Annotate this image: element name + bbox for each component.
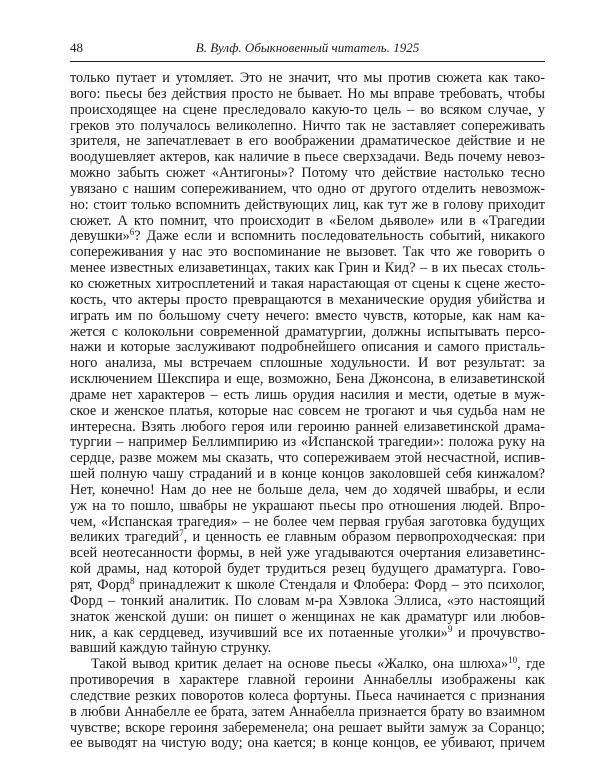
text-segment: ник, а как сердцевед, изучивший все их потаенные уголки»: [70, 624, 448, 641]
text-segment: воодушевляет актеров, как наличие в пьесе сверхзадачи. Ведь почему невоз-: [70, 149, 545, 166]
text-segment: происходящее на сцене преследовало какую-то цель – во всяком случае, у: [70, 101, 545, 118]
text-segment: зрителя, не запечатлевает в его воображении драматическое действие и не: [70, 133, 545, 150]
text-segment: кой драмы, над которой будет трудиться резец будущего драматурга. Гово-: [70, 561, 545, 578]
text-line: [70, 420, 545, 436]
text-segment: кость, что актеры просто превращаются в механические орудия убийства и: [70, 291, 545, 308]
text-segment: следствие резких поворотов колеса фортуны. Пьеса начинается с признания: [70, 687, 545, 704]
text-line: [70, 705, 545, 721]
text-segment: Форд – тонкий аналитик. По словам м-ра Хэвлока Эллиса, «это настоящий: [70, 592, 545, 609]
text-segment: можно забыть сюжет «Антигоны»? Потому что действие настолько тесно: [70, 165, 545, 182]
text-line: [70, 546, 545, 562]
text-line: [70, 483, 545, 499]
text-line: [70, 71, 545, 87]
text-line: [70, 404, 545, 420]
text-segment: увязано с нашим сопереживанием, что одно от другого отделить невозмож-: [70, 180, 545, 197]
text-segment: тургии – например Беллимпирию из «Испанской трагедии»: положа руку на: [70, 434, 545, 451]
text-segment: сердце, разве можем мы сказать, что сопереживаем этой несчастной, испив-: [70, 450, 545, 467]
text-line: [70, 277, 545, 293]
text-line: [70, 641, 545, 657]
text-line: [70, 736, 545, 752]
text-line: [70, 245, 545, 261]
text-line: [70, 530, 545, 546]
text-segment: ного анализа, мы встречаем сплошные ходульности. И вот результат: за: [70, 355, 545, 372]
text-segment: ее выводят на чистую воду; она кается; в конце концов, ее убивают, причем: [70, 735, 545, 752]
text-line: [70, 499, 545, 515]
text-segment: чувстве; вскоре героиня забеременела; она решает выйти замуж за Соранцо;: [70, 719, 545, 736]
footnote-ref: 7: [179, 528, 184, 539]
text-segment: Такой вывод критик делает на основе пьесы «Жалко, она шлюха»: [91, 656, 509, 673]
text-segment: нажи и которые заслуживают подробнейшего описания и самого присталь-: [70, 339, 545, 356]
text-line: [70, 150, 545, 166]
text-segment: принадлежит к школе Стендаля и Флобера: Форд – это психолог,: [134, 577, 545, 593]
text-segment: греков это получалось великолепно. Ничто так не заставляет сопереживать: [70, 117, 545, 134]
text-line: [70, 610, 545, 626]
text-line: [70, 340, 545, 356]
footnote-ref: 10: [508, 655, 518, 666]
text-line: [70, 673, 545, 689]
text-line: [70, 134, 545, 150]
text-segment: сопереживания у нас это воспоминание не вызовет. Так что же говорить о: [70, 244, 545, 261]
footnote-ref: 9: [447, 623, 453, 634]
text-line: [70, 198, 545, 214]
text-line: [70, 657, 545, 673]
text-segment: шей полную чашу страданий и в конце концов заколовшей себя кинжалом?: [70, 466, 545, 483]
footnote-ref: 8: [129, 576, 135, 586]
text-segment: только путает и утомляет. Это не значит, что мы против сюжета как тако-: [70, 70, 545, 86]
body-text: [70, 71, 545, 752]
text-segment: играть им по большому счету нечего: вместо чувств, которые, как нам ка-: [70, 307, 545, 324]
text-line: [70, 229, 545, 245]
text-line: [70, 435, 545, 451]
text-line: [70, 689, 545, 705]
text-segment: исключением Шекспира и еще, возможно, Бена Джонсона, в елизаветинской: [70, 371, 545, 388]
text-line: [70, 103, 545, 119]
text-line: [70, 721, 545, 737]
text-line: [70, 309, 545, 325]
text-segment: ко сюжетных хитросплетений и такая нарастающая от сцены к сцене жесто-: [70, 275, 545, 292]
text-line: [70, 325, 545, 341]
text-segment: жется с колокольни современной драматургии, должны испытывать персо-: [70, 323, 545, 340]
text-line: [70, 356, 545, 372]
text-segment: в любви Аннабелле ее брата, затем Аннабелла признается брату во взаимном: [70, 703, 545, 720]
text-segment: , где: [517, 656, 545, 673]
text-segment: великих трагедий: [70, 529, 180, 546]
text-line: [70, 388, 545, 404]
text-segment: девушки»: [70, 228, 130, 245]
text-segment: интересна. Взять любого героя или героиню ранней елизаветинской драма-: [70, 418, 545, 435]
text-segment: противоречия в характере главной героини Аннабеллы изображены как: [70, 672, 545, 689]
text-segment: но: стоит только вспомнить действующих лиц, как тут же в голову приходит: [70, 196, 545, 213]
text-segment: драме нет характеров – есть лишь орудия насилия и мести, одетые в муж-: [70, 386, 545, 403]
text-line: [70, 182, 545, 198]
text-line: [70, 623, 545, 642]
text-segment: ? Даже если и вспомнить последовательность событий, никакого: [134, 228, 545, 245]
text-segment: и прочувство-: [452, 624, 545, 641]
text-line: [70, 261, 545, 277]
header-rule: [70, 61, 545, 62]
footnote-ref: 6: [129, 227, 135, 238]
running-title: В. Вулф. Обыкновенный читатель. 1925: [195, 40, 420, 55]
page-number: 48: [70, 40, 83, 55]
text-segment: Нет, конечно! Нам до нее не больше дела, чем до ходячей швабры, и если: [70, 481, 545, 498]
text-segment: вого: пьесы без действия просто не бывает. Но мы вправе требовать, чтобы: [70, 85, 545, 102]
text-line: [70, 372, 545, 388]
text-line: [70, 293, 545, 309]
text-line: [70, 119, 545, 135]
text-line: [70, 166, 545, 182]
text-segment: вавший каждую тайную струнку.: [70, 640, 272, 657]
text-segment: уж на то пошло, швабры не украшают пьесы про отношения людей. Впро-: [70, 497, 545, 514]
text-segment: рят, Форд: [70, 577, 130, 593]
text-line: [70, 578, 545, 594]
text-segment: сюжет. А кто помнит, что происходит в «Белом дьяволе» или в «Трагедии: [70, 212, 545, 229]
text-segment: менее известных елизаветинцах, таких как Грин и Кид? – в их пьесах столь-: [70, 260, 545, 277]
text-segment: чем, «Испанская трагедия» – не более чем первая грубая заготовка будущих: [70, 513, 545, 530]
text-segment: , и ценность ее главным образом первопроходческая: при: [183, 529, 545, 546]
text-segment: знаток женской души: он пишет о женщинах не как драматург или любов-: [70, 608, 545, 625]
text-line: [70, 562, 545, 578]
text-line: [70, 594, 545, 610]
text-segment: всей неотесанности формы, в ней уже угадываются очертания елизаветинс-: [70, 545, 545, 562]
text-line: [70, 467, 545, 483]
text-segment: ское и женское платья, которые нас совсем не трогают и чья судьба нам не: [70, 402, 545, 419]
text-line: [70, 451, 545, 467]
text-line: [70, 87, 545, 103]
running-header: [70, 38, 545, 58]
